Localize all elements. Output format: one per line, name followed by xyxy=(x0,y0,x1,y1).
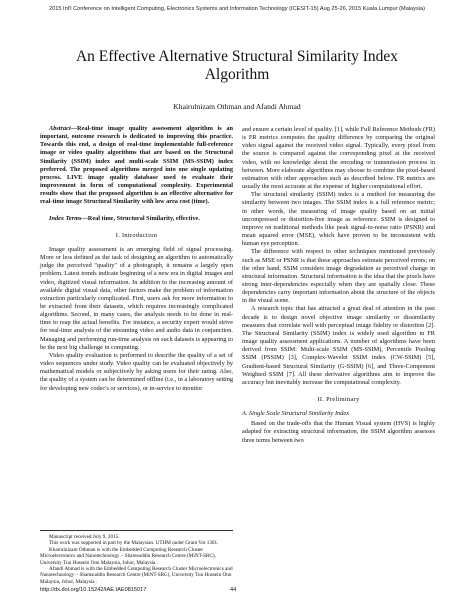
body-paragraph: and ensure a certain level of quality. [1], while Full Reference Methods (FR) is FR metrics computes the quality difference by comparing the original video signal against the received video signal. Typically, every pixel from the source is compared against the corresponding pixel at the received video, with no knowledge about the encoding or transmission process in between. More elaborate algorithms may choose to combine the pixel-based estimation with other approaches such as described below. FR metrics are usually the most accurate at the expense of higher computational effort. xyxy=(242,126,435,191)
abstract xyxy=(40,125,233,207)
body-paragraph: The difference with respect to other techniques mentioned previously such as MSE or PSNR is that these approaches estimate perceived errors; on the other hand, SSIM considers image degradation as perceived change in structural information. Structural information is the idea that the pixels have strong inter-dependencies especially when they are spatially close. These dependencies carry important information about the structure of the objects in the visual scene. xyxy=(242,248,435,305)
left-column xyxy=(40,125,233,393)
body-paragraph: Based on the trade-offs that the Human Visual system (HVS) is highly adapted for extracting structural information, the SSIM algorithm assesses three terms between two xyxy=(242,420,435,444)
index-terms xyxy=(40,215,233,223)
author-list: Khairulnizam Othman and Afandi Ahmad xyxy=(173,102,301,111)
abstract-text: —Real-time image quality assessment algorithm is an important, outcome research is dedicated to improving this practice. Towards this end, a design of real-time implementable full-reference image or video quality algorithms that are based on the Structural Similarity (SSIM) index and multi-scale SSIM (MS-SSIM) index preferred. The proposed algorithms merged into one single updating process. LIVE image quality database used to evaluate their improvement in form of computational complexity. Experimental results show that the proposed algorithm is an effective alternative for real-time image Structural Similarity with low area cost (time). xyxy=(40,125,233,206)
index-terms-label: Index Terms xyxy=(49,214,82,222)
subsection-heading: A. Single Scale Structural Similarity Index xyxy=(242,410,350,418)
paper-title xyxy=(40,48,434,84)
right-column xyxy=(242,126,435,445)
body-paragraph: The structural similarity (SSIM) index is a method for measuring the similarity between two images. The SSIM index is a full reference metric; in other words, the measuring of image quality based on an initial uncompressed or distortion-free image as reference. SSIM is designed to improve on traditional methods like peak signal-to-noise ratio (PSNR) and mean squared error (MSE), which have proven to be inconsistent with human eye perception. xyxy=(242,191,435,248)
footnote-author-1: Khairulnizam Othman is with the Embedded Computing Research Cluster Microelectronics and Nanotechnology – Shamsuddin Research Centre (MiNT-SRC), University Tun Hussein Onn Malaysia, Johor, Malaysia . xyxy=(40,546,216,566)
footnote-support: This work was supported in part by the Malaysian. UTHM under Grant Vot 1301. xyxy=(49,540,219,547)
page-number: 44 xyxy=(230,587,237,593)
abstract-label: Abstract xyxy=(49,125,71,132)
section-heading-introduction: I. Introduction xyxy=(115,231,158,239)
body-paragraph: Video quality evaluation is performed to describe the quality of a set of video sequences under study. Video quality can be evaluated objectively by mathematical models or subjectively by asking users for their rating. Also, the quality of a system can be determined offline (i.e., in a laboratory setting for developing new codec's or services), or in-service to monitor xyxy=(40,351,233,392)
footnote-author-2: Afandi Ahmad is with the Embedded Computing Research Cluster Microelectronics and Nanotechnology – Shamsuddin Research Centre (MiNT-SRC), University Tun Hussein Onn Malaysia, Johor, Malaysia . xyxy=(40,566,233,585)
index-terms-text: —Real time, Structural Similarity, effective. xyxy=(81,214,200,222)
conference-header: 2015 Int'l Conference on Intelligent Computing, Electronics Systems and Information Technology (ICESIT-15) Aug 25-26, 2015 Kuala Lumpur (Malaysia) xyxy=(49,6,425,12)
title-line-2: Algorithm xyxy=(204,66,270,83)
section-heading-preliminary: II. Preliminary xyxy=(317,396,360,403)
doi-link[interactable]: http://dx.doi.org/10.15242/IAE.IAE0815017 xyxy=(40,587,147,593)
body-paragraph: Image quality assessment is an emerging field of signal processing. More or less defined as the task of designing an algorithm to automatically judge the perceived "quality" of a photograph, it remains a largely open problem. Latest trends indicate beginning of a new era in digital images and video, digitized visual information. In addition to the increasing amount of available digital visual data, other factors make the problem of information extraction particularly complicated. First, users ask for more information to be extracted from their datasets, which requires increasingly complicated algorithms. Second, in many cases, the analysis needs to be done in real-time to reap the actual benefits. For instance, a security expert would strive for real-time analysis of the streaming video and audio data in conjunction. Managing and performing run-time analysis on such datasets is appearing to be the next big challenge in computing. xyxy=(40,245,233,351)
body-paragraph: A research topic that has attracted a great deal of attention in the past decade is to design novel objective image similarity or dissimilarity measures that correlate well with perceptual image fidelity or distortion [2]. The Structural Similarity (SSIM) index is widely used algorithm in FR image quality assessment applications. A number of algorithms have been derived from SSIM: Multi-scale SSIM (MS-SSIM), Percentile Pooling SSIM (PSSIM) [3], Complex-Wavelet SSIM index (CW-SSIM) [5], Gradient-based Structural Similarity (G-SSIM) [6], and Three-Component Weighted SSIM [7]. All these derivative algorithms aim to improve the accuracy but inevitably increase the computational complexity. xyxy=(242,305,435,386)
footnotes xyxy=(40,530,233,585)
title-line-1: An Effective Alternative Structural Similarity Index xyxy=(75,48,399,65)
footnote-received: Manuscript received July 9, 2015. xyxy=(49,534,120,540)
